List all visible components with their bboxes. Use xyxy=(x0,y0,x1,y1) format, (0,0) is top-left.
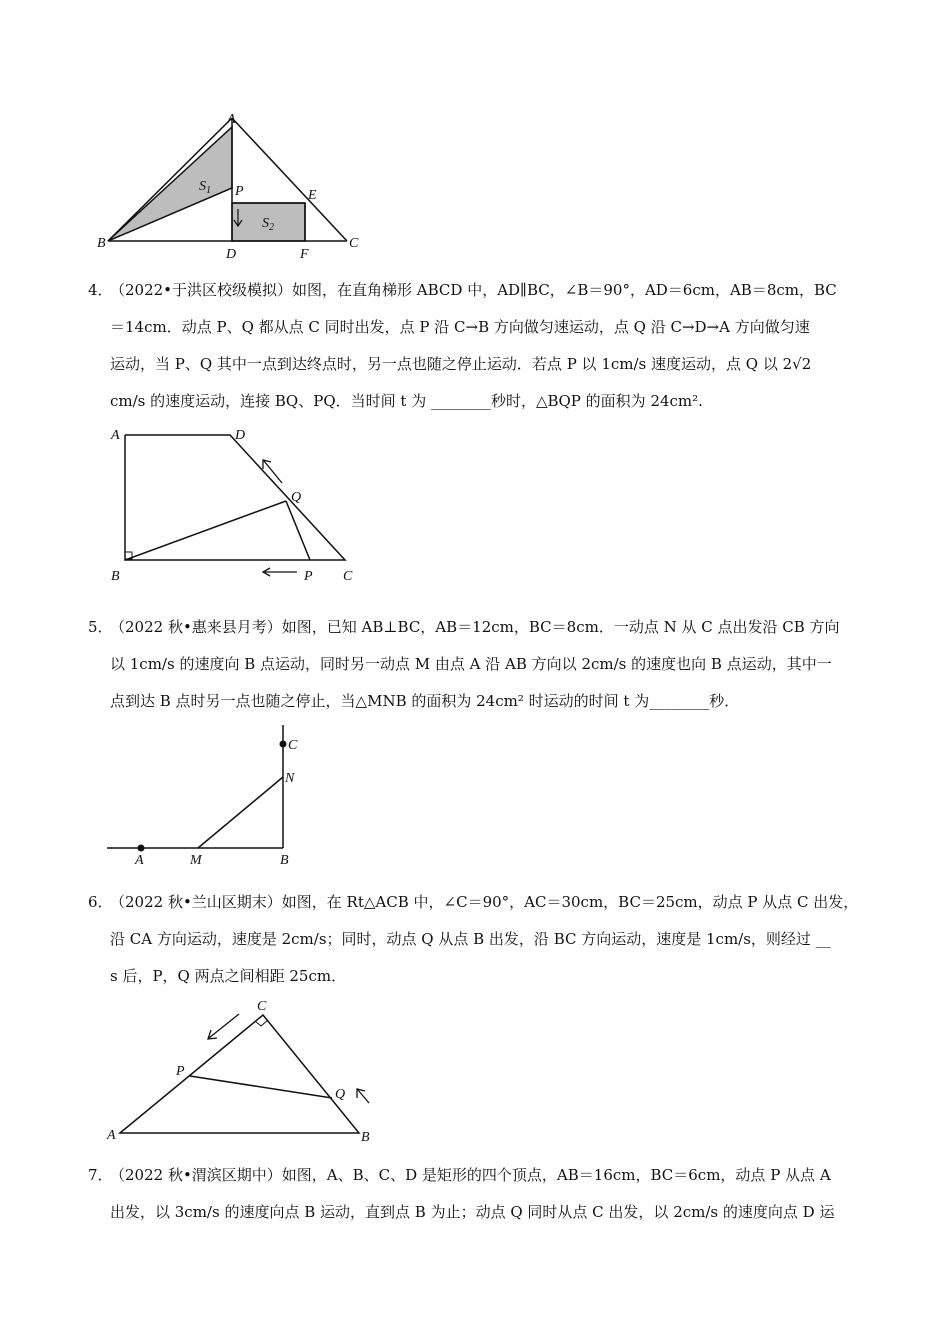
problem-number: 6． xyxy=(88,893,113,911)
problem-number: 7． xyxy=(88,1166,113,1184)
problem-5 xyxy=(88,609,868,721)
label-E: E xyxy=(308,188,317,203)
label-M: M xyxy=(190,853,202,868)
label-A: A xyxy=(227,112,236,127)
problem-text-line: （2022 秋•兰山区期末）如图，在 Rt△ACB 中，∠C＝90°，AC＝30cm，BC＝25cm，动点 P 从点 C 出发， xyxy=(110,893,859,911)
label-C: C xyxy=(349,236,359,251)
problem-text-line: ＝14cm．动点 P、Q 都从点 C 同时出发，点 P 沿 C→B 方向做匀速运动，点 Q 沿 C→D→A 方向做匀速 xyxy=(110,318,810,336)
problem-text-line: 出发，以 3cm/s 的速度向点 B 运动，直到点 B 为止；动点 Q 同时从点 C 出发，以 2cm/s 的速度向点 D 运 xyxy=(110,1203,835,1221)
label-D: D xyxy=(226,247,237,262)
shaded-region-s1 xyxy=(108,127,232,241)
label-A: A xyxy=(135,853,144,868)
problem-number: 5． xyxy=(88,618,113,636)
arrow-down-left-icon xyxy=(209,1014,239,1038)
problem-text-line: 沿 CA 方向运动，速度是 2cm/s；同时，动点 Q 从点 B 出发，沿 BC 方向运动，速度是 1cm/s，则经过 __ xyxy=(110,930,831,948)
label-Q: Q xyxy=(335,1087,346,1102)
point-C xyxy=(280,741,287,748)
label-P: P xyxy=(176,1064,185,1079)
label-A: A xyxy=(107,1128,116,1143)
problem-text-line: 点到达 B 点时另一点也随之停止，当△MNB 的面积为 24cm² 时运动的时间 t 为________秒． xyxy=(110,692,740,710)
figure-right-angle xyxy=(105,722,315,867)
label-P: P xyxy=(304,569,313,584)
label-Q: Q xyxy=(291,490,302,505)
problem-text-line: s 后，P，Q 两点之间相距 25cm． xyxy=(110,967,347,985)
arrow-up-left-icon xyxy=(264,461,282,483)
label-B: B xyxy=(97,236,106,251)
label-B: B xyxy=(111,569,120,584)
label-P: P xyxy=(235,184,244,199)
problem-text-line: （2022 秋•惠来县月考）如图，已知 AB⊥BC，AB＝12cm，BC＝8cm．一动点 N 从 C 点出发沿 CB 方向 xyxy=(110,618,840,636)
figure-trapezoid xyxy=(105,423,365,588)
label-A: A xyxy=(111,428,120,443)
problem-7 xyxy=(88,1157,868,1232)
problem-6 xyxy=(88,884,868,996)
label-C: C xyxy=(288,738,298,753)
label-D: D xyxy=(235,428,246,443)
arrow-up-left-icon xyxy=(358,1090,369,1103)
problem-text-line: 运动，当 P、Q 其中一点到达终点时，另一点也随之停止运动．若点 P 以 1cm/s 速度运动，点 Q 以 2√2 xyxy=(110,355,812,373)
label-S2: $S_2$ xyxy=(262,216,274,233)
label-S1: $S_1$ xyxy=(199,179,211,196)
problem-text-line: （2022 秋•渭滨区期中）如图，A、B、C、D 是矩形的四个顶点，AB＝16cm，BC＝6cm，动点 P 从点 A xyxy=(110,1166,831,1184)
problem-text-line: （2022•于洪区校级模拟）如图，在直角梯形 ABCD 中，AD∥BC，∠B＝90°，AD＝6cm，AB＝8cm，BC xyxy=(110,281,837,299)
figure-top-triangle xyxy=(95,105,375,265)
label-C: C xyxy=(343,569,353,584)
label-F: F xyxy=(300,247,309,262)
label-N: N xyxy=(285,771,295,786)
problem-number: 4． xyxy=(88,281,113,299)
label-B: B xyxy=(280,853,289,868)
label-C: C xyxy=(257,999,267,1014)
figure-right-triangle xyxy=(105,995,385,1145)
problem-4 xyxy=(88,272,868,422)
point-A xyxy=(138,845,145,852)
problem-text-line: 以 1cm/s 的速度向 B 点运动，同时另一动点 M 由点 A 沿 AB 方向以 2cm/s 的速度也向 B 点运动，其中一 xyxy=(110,655,832,673)
problem-text-line: cm/s 的速度运动，连接 BQ、PQ．当时间 t 为 ________秒时，△BQP 的面积为 24cm². xyxy=(110,392,703,410)
label-B: B xyxy=(361,1130,370,1145)
